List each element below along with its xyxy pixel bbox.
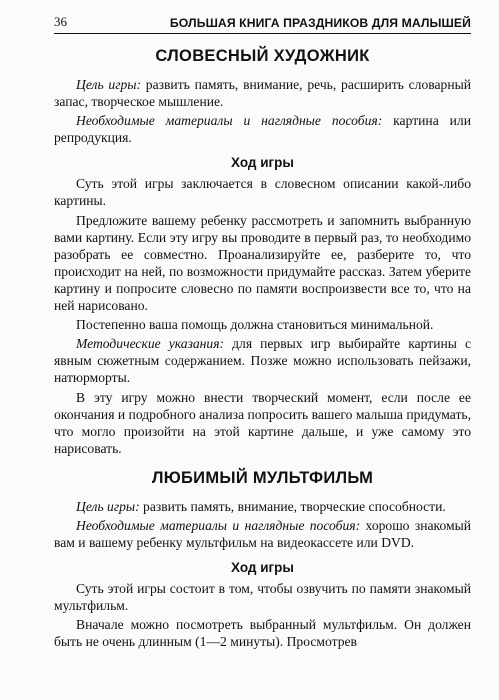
goal-text: развить память, внимание, речь, расширить словарный запас, творческое мышление. <box>54 77 471 110</box>
game-materials <box>54 517 471 551</box>
section-favorite-cartoon <box>54 469 471 651</box>
paragraph: Суть этой игры заключается в словесном описании какой-либо картины. <box>54 176 471 209</box>
paragraph: В эту игру можно внести творческий момент, если после ее окончания и подробного анализа попросить вашего малыша придумать, что могло произойти на этой картине дальше, и уже самому это нарисовать. <box>54 389 471 456</box>
goal-label: Цель игры: <box>76 77 142 92</box>
game-process-subtitle: Ход игры <box>231 155 294 171</box>
paragraph: Вначале можно посмотреть выбранный мультфильм. Он должен быть не очень длинным (1—2 минуты). Просмотрев <box>54 617 471 650</box>
materials-label: Необходимые материалы и наглядные пособия: <box>76 517 361 533</box>
goal-text: развить память, внимание, творческие способности. <box>139 498 446 514</box>
materials-label: Необходимые материалы и наглядные пособия: <box>76 113 383 129</box>
game-process-subtitle: Ход игры <box>231 560 294 576</box>
method-notes <box>54 335 471 386</box>
page-number: 36 <box>54 14 67 29</box>
section-title: СЛОВЕСНЫЙ ХУДОЖНИК <box>155 47 370 65</box>
materials-text: картина или репродукция. <box>54 113 471 146</box>
method-text: для первых игр выбирайте картины с явным сюжетным содержанием. Позже можно использовать пейзажи, натюрморты. <box>54 336 471 386</box>
paragraph: Суть этой игры состоит в том, чтобы озвучить по памяти знакомый мультфильм. <box>54 581 471 614</box>
goal-label: Цель игры: <box>76 498 140 514</box>
materials-text: хорошо знакомый вам и вашему ребенку мультфильм на видеокассете или DVD. <box>54 517 472 551</box>
paragraph: Предложите вашему ребенку рассмотреть и запомнить выбранную вами картину. Если эту игру вы проводите в первый раз, то необходимо разобрать ее совместно. Проанализируйте ее, разберите то, что происходит на ней, по возможности придумайте рассказ. Затем уберите картину и попросите словесно по памяти воспроизвести все то, что на ней нарисовано. <box>54 212 471 314</box>
paragraph: Постепенно ваша помощь должна становиться минимальной. <box>76 317 434 333</box>
method-label: Методические указания: <box>76 336 225 352</box>
game-materials <box>54 112 471 146</box>
section-word-artist <box>54 47 471 457</box>
running-head <box>54 14 471 34</box>
section-title: ЛЮБИМЫЙ МУЛЬТФИЛЬМ <box>151 468 374 487</box>
game-goal <box>54 498 471 515</box>
game-goal <box>54 76 471 110</box>
book-title: БОЛЬШАЯ КНИГА ПРАЗДНИКОВ ДЛЯ МАЛЫШЕЙ <box>169 16 471 30</box>
